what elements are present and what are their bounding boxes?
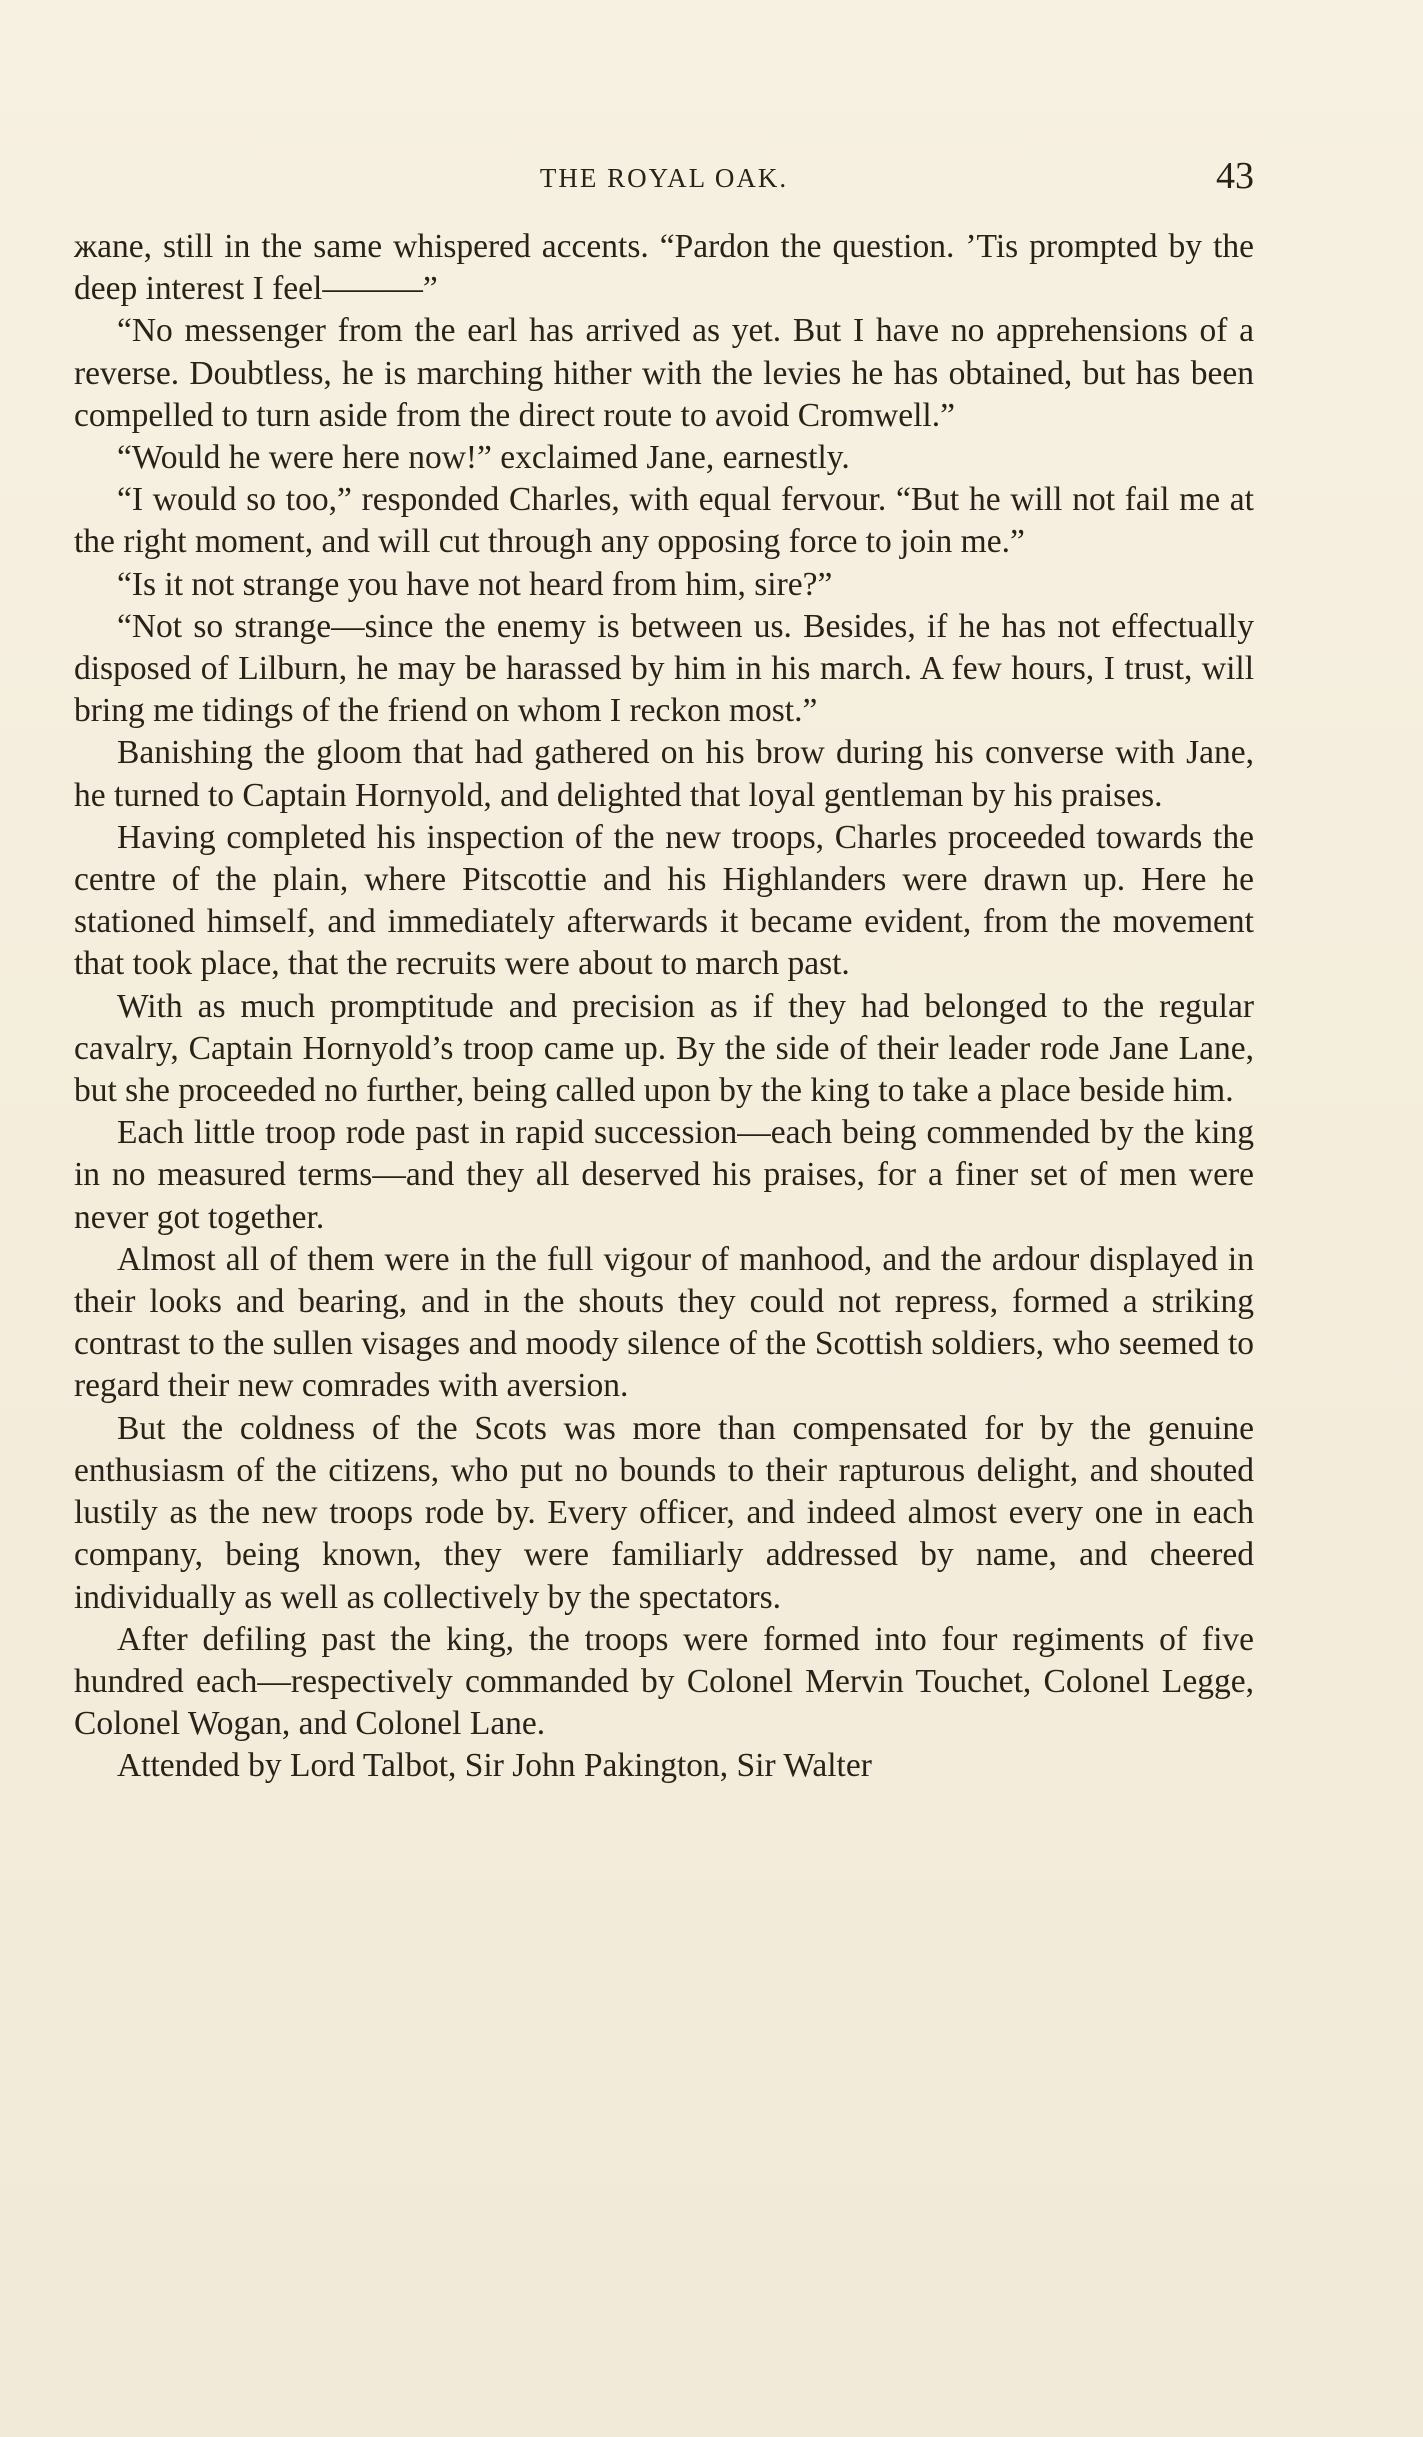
paragraph: After defiling past the king, the troops were formed into four regiments of five hundred each—respectively commanded by Colonel Mervin Touchet, Colonel Legge, Colonel Wogan, and Colonel Lane. (74, 1620, 1254, 1743)
paragraph: Attended by Lord Talbot, Sir John Pakington, Sir Walter (117, 1747, 872, 1785)
paragraph: “Would he were here now!” exclaimed Jane, earnestly. (117, 439, 850, 477)
paragraph: жane, still in the same whispered accents. “Pardon the question. ’Tis prompted by the deep interest I feel———” (74, 228, 1254, 308)
paragraph: Having completed his inspection of the new troops, Charles proceeded towards the centre of the plain, where Pitscottie and his Highlanders were drawn up. Here he stationed himself, and immediately afterwards it became evident, from the movement that took place, that the recruits were about to march past. (74, 818, 1254, 983)
paragraph: “Not so strange—since the enemy is between us. Besides, if he has not effectually disposed of Lilburn, he may be harassed by him in his march. A few hours, I trust, will bring me tidings of the friend on whom I reckon most.” (74, 607, 1254, 730)
paragraph: With as much promptitude and precision as if they had belonged to the regular cavalry, Captain Hornyold’s troop came up. By the side of their leader rode Jane Lane, but she proceeded no further, being called upon by the king to take a place beside him. (74, 987, 1254, 1110)
paragraph: “No messenger from the earl has arrived as yet. But I have no apprehensions of a reverse. Doubtless, he is marching hither with the levies he has obtained, but has been compelled to turn aside from the direct route to avoid Cromwell.” (74, 312, 1254, 434)
running-title: THE ROYAL OAK. (539, 163, 789, 193)
paragraph: “Is it not strange you have not heard from him, sire?” (117, 565, 833, 603)
body-text (74, 226, 1254, 1788)
paragraph: Banishing the gloom that had gathered on his brow during his converse with Jane, he turned to Captain Hornyold, and delighted that loyal gentleman by his praises. (74, 734, 1254, 814)
page-number: 43 (1216, 155, 1254, 197)
paragraph: “I would so too,” responded Charles, with equal fervour. “But he will not fail me at the right moment, and will cut through any opposing force to join me.” (74, 481, 1254, 561)
page-header (74, 156, 1254, 200)
paragraph: Each little troop rode past in rapid succession—each being commended by the king in no measured terms—and they all deserved his praises, for a finer set of men were never got together. (74, 1114, 1254, 1236)
paragraph: But the coldness of the Scots was more than compensated for by the genuine enthusiasm of the citizens, who put no bounds to their rapturous delight, and shouted lustily as the new troops rode by. Every officer, and indeed almost every one in each company, being known, they were familiarly addressed by name, and cheered individually as well as collectively by the spectators. (74, 1409, 1254, 1616)
paragraph: Almost all of them were in the full vigour of manhood, and the ardour displayed in their looks and bearing, and in the shouts they could not repress, formed a striking contrast to the sullen visages and moody silence of the Scottish soldiers, who seemed to regard their new comrades with aversion. (74, 1240, 1254, 1405)
